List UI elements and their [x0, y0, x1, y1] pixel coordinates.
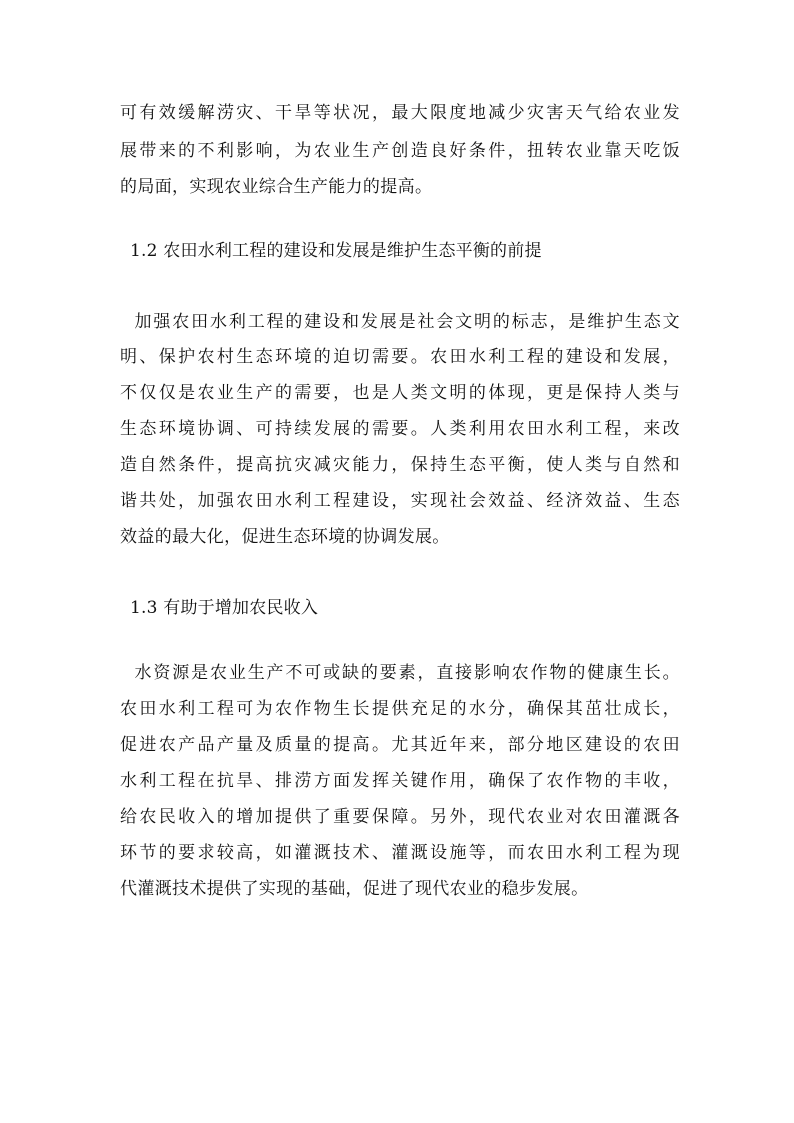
paragraph-1-line-1: 可有效缓解涝灾、干旱等状况，最大限度地减少灾害天气给农业发	[120, 103, 680, 123]
paragraph-3-line-7: 代灌溉技术提供了实现的基础，促进了现代农业的稳步发展。	[120, 879, 589, 899]
section-heading-1-2: 1.2 农田水利工程的建设和发展是维护生态平衡的前提	[130, 241, 542, 261]
paragraph-2-line-3: 不仅仅是农业生产的需要，也是人类文明的体现，更是保持人类与	[120, 383, 680, 403]
paragraph-2-line-7: 效益的最大化，促进生态环境的协调发展。	[120, 527, 450, 547]
section-heading-1-3: 1.3 有助于增加农民收入	[130, 598, 319, 618]
paragraph-2-line-2: 明、保护农村生态环境的迫切需要。农田水利工程的建设和发展，	[120, 347, 680, 367]
paragraph-3-line-6: 环节的要求较高，如灌溉技术、灌溉设施等，而农田水利工程为现	[120, 843, 680, 863]
paragraph-1-line-3: 的局面，实现农业综合生产能力的提高。	[120, 177, 433, 197]
paragraph-2-line-6: 谐共处，加强农田水利工程建设，实现社会效益、经济效益、生态	[120, 491, 680, 511]
paragraph-3-line-4: 水利工程在抗旱、排涝方面发挥关键作用，确保了农作物的丰收，	[120, 771, 680, 791]
paragraph-1-line-2: 展带来的不利影响，为农业生产创造良好条件，扭转农业靠天吃饭	[120, 141, 680, 161]
paragraph-3-line-2: 农田水利工程可为农作物生长提供充足的水分，确保其茁壮成长，	[120, 699, 680, 719]
paragraph-2-line-4: 生态环境协调、可持续发展的需要。人类利用农田水利工程，来改	[120, 419, 680, 439]
paragraph-3-line-1: 水资源是农业生产不可或缺的要素，直接影响农作物的健康生长。	[120, 663, 680, 683]
paragraph-2-line-5: 造自然条件，提高抗灾减灾能力，保持生态平衡，使人类与自然和	[120, 455, 680, 475]
paragraph-3-line-3: 促进农产品产量及质量的提高。尤其近年来，部分地区建设的农田	[120, 735, 680, 755]
paragraph-3-line-5: 给农民收入的增加提供了重要保障。另外，现代农业对农田灌溉各	[120, 807, 680, 827]
paragraph-2-line-1: 加强农田水利工程的建设和发展是社会文明的标志，是维护生态文	[120, 312, 680, 332]
